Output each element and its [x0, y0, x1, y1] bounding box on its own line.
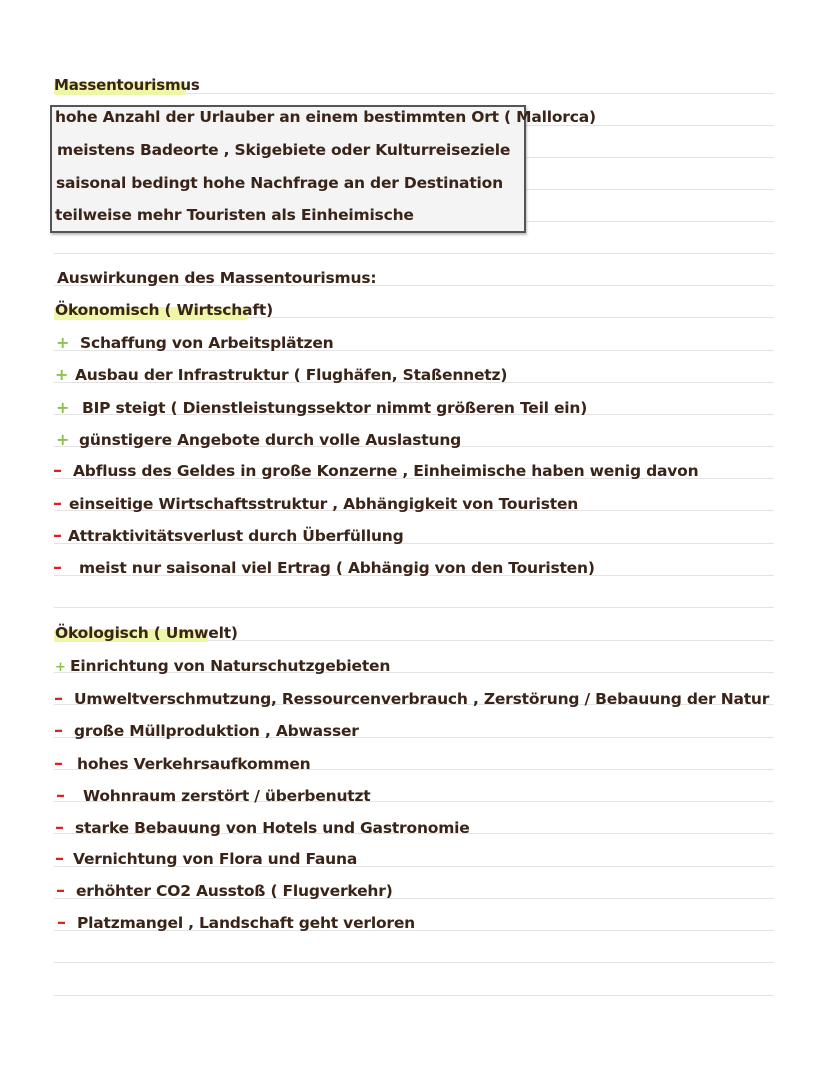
list-item-text: Schaffung von Arbeitsplätzen — [80, 334, 334, 352]
plus-sign: + — [56, 430, 70, 449]
list-item-text: Umweltverschmutzung, Ressourcenverbrauch , Zerstörung / Bebauung der Natur — [74, 690, 770, 708]
list-item-text: hohes Verkehrsaufkommen — [77, 755, 311, 773]
minus-sign: – — [54, 753, 63, 774]
list-item-text: Platzmangel , Landschaft geht verloren — [77, 914, 415, 932]
minus-sign: – — [55, 817, 64, 838]
minus-sign: – — [54, 720, 63, 741]
list-item — [55, 653, 390, 679]
list-item-text: Ausbau der Infrastruktur ( Flughäfen, Staßennetz) — [75, 366, 508, 384]
list-item — [55, 362, 507, 388]
definition-line: teilweise mehr Touristen als Einheimische — [55, 206, 414, 224]
list-item-text: BIP steigt ( Dienstleistungssektor nimmt größeren Teil ein) — [82, 399, 588, 417]
minus-sign: – — [55, 848, 64, 869]
list-item — [56, 427, 461, 453]
list-item-text: Wohnraum zerstört / überbenutzt — [83, 787, 371, 805]
list-item — [55, 815, 470, 841]
minus-sign: – — [56, 880, 65, 901]
minus-sign: – — [53, 460, 62, 481]
list-item-text: Attraktivitätsverlust durch Überfüllung — [68, 527, 404, 545]
list-item — [53, 458, 698, 484]
list-item — [57, 910, 415, 936]
minus-sign: – — [53, 557, 62, 578]
list-item — [53, 555, 595, 581]
list-item — [54, 686, 769, 712]
definition-line: hohe Anzahl der Urlauber an einem bestimmten Ort ( Mallorca) — [55, 108, 596, 126]
plus-sign: + — [55, 660, 66, 675]
list-item-text: erhöhter CO2 Ausstoß ( Flugverkehr) — [76, 882, 393, 900]
list-item-text: starke Bebauung von Hotels und Gastronomie — [75, 819, 470, 837]
list-item — [54, 751, 311, 777]
ecological-heading: Ökologisch ( Umwelt) — [55, 624, 238, 642]
list-item — [53, 491, 578, 517]
plus-sign: + — [55, 365, 69, 384]
list-item — [56, 783, 371, 809]
effects-heading: Auswirkungen des Massentourismus: — [57, 269, 377, 287]
plus-sign: + — [56, 398, 70, 417]
page-title: Massentourismus — [54, 76, 200, 94]
definition-line: saisonal bedingt hohe Nachfrage an der Destination — [56, 174, 503, 192]
minus-sign: – — [57, 912, 66, 933]
list-item-text: Abfluss des Geldes in große Konzerne , Einheimische haben wenig davon — [73, 462, 699, 480]
minus-sign: – — [53, 525, 62, 546]
list-item — [56, 395, 587, 421]
minus-sign: – — [56, 785, 65, 806]
list-item — [55, 846, 357, 872]
list-item — [54, 718, 359, 744]
minus-sign: – — [53, 493, 62, 514]
list-item-text: günstigere Angebote durch volle Auslastung — [79, 431, 462, 449]
list-item — [53, 523, 404, 549]
list-item — [56, 330, 334, 356]
plus-sign: + — [56, 333, 70, 352]
list-item — [56, 878, 393, 904]
definition-line: meistens Badeorte , Skigebiete oder Kulturreiseziele — [57, 141, 511, 159]
economic-heading: Ökonomisch ( Wirtschaft) — [55, 301, 273, 319]
minus-sign: – — [54, 688, 63, 709]
list-item-text: Einrichtung von Naturschutzgebieten — [70, 657, 391, 675]
list-item-text: meist nur saisonal viel Ertrag ( Abhängig von den Touristen) — [79, 559, 595, 577]
list-item-text: große Müllproduktion , Abwasser — [74, 722, 359, 740]
list-item-text: einseitige Wirtschaftsstruktur , Abhängigkeit von Touristen — [69, 495, 579, 513]
list-item-text: Vernichtung von Flora und Fauna — [73, 850, 358, 868]
